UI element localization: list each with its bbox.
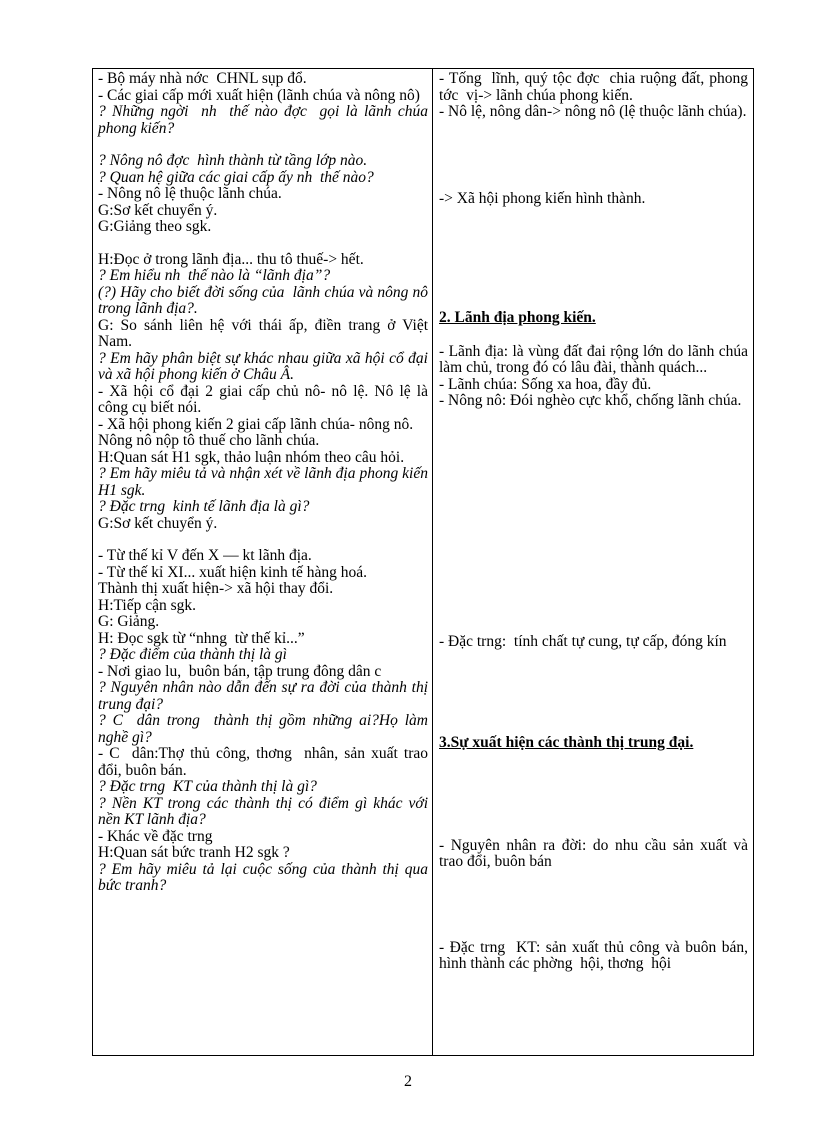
text-line: H:Quan sát bức tranh H2 sgk ? bbox=[98, 844, 290, 861]
question-line: ? Đặc điểm của thành thị là gì bbox=[98, 646, 287, 663]
text-line: H: Đọc sgk từ “nhng từ thế kỉ...” bbox=[98, 629, 305, 647]
text-line: - Nơi giao lu, buôn bán, tập trung đông dân c bbox=[98, 662, 382, 680]
text-line: G:Sơ kết chuyển ý. bbox=[98, 514, 218, 532]
text-line: -> Xã hội phong kiến hình thành. bbox=[439, 189, 646, 207]
question-line: ? Đặc trng kinh tế lãnh địa là gì? bbox=[98, 498, 310, 515]
question-line: ? Quan hệ giữa các giai cấp ấy nh thế nào? bbox=[98, 168, 374, 186]
text-line: H:Tiếp cận sgk. bbox=[98, 596, 197, 614]
question-line: ? Em hãy miêu tả lại cuộc sống của thành thị qua bức tranh? bbox=[98, 860, 432, 894]
text-line: Nông nô nộp tô thuế cho lãnh chúa. bbox=[98, 432, 320, 449]
text-line: H:Đọc ở trong lãnh địa... thu tô thuế-> hết. bbox=[98, 250, 364, 268]
spacer bbox=[98, 532, 428, 548]
section-heading: 3.Sự xuất hiện các thành thị trung đại. bbox=[439, 734, 694, 751]
question-line: ? Những ngời nh thế nào đợc gọi là lãnh chúa phong kiến? bbox=[98, 103, 432, 137]
text-line: - C dân:Thợ thủ công, thơng nhân, sản xuất trao đổi, buôn bán. bbox=[98, 745, 432, 779]
text-line: G:Sơ kết chuyển ý. bbox=[98, 201, 218, 219]
lesson-table bbox=[92, 68, 754, 1056]
text-line: - Từ thế kỉ XI... xuất hiện kinh tế hàng hoá. bbox=[98, 563, 367, 581]
text-line: - Nguyên nhân ra đời: do nhu cầu sản xuất và trao đổi, buôn bán bbox=[439, 836, 752, 870]
text-line: - Xã hội cổ đại 2 giai cấp chủ nô- nô lệ. Nô lệ là công cụ biết nói. bbox=[98, 382, 432, 416]
text-line: - Lãnh chúa: Sống xa hoa, đầy đủ. bbox=[439, 375, 652, 393]
text-line: G:Giảng theo sgk. bbox=[98, 218, 212, 235]
text-line: G: Giảng. bbox=[98, 613, 160, 630]
question-line: ? Nông nô đợc hình thành từ tầng lớp nào. bbox=[98, 152, 368, 169]
spacer bbox=[98, 137, 428, 153]
question-line: (?) Hãy cho biết đời sống của lãnh chúa và nông nô trong lãnh địa?. bbox=[98, 283, 432, 317]
text-line: - Từ thế kỉ V đến X — kt lãnh địa. bbox=[98, 547, 312, 564]
text-line: - Khác về đặc trng bbox=[98, 827, 213, 845]
text-line: - Đặc trng: tính chất tự cung, tự cấp, đóng kín bbox=[439, 632, 727, 650]
text-line: - Xã hội phong kiến 2 giai cấp lãnh chúa- nông nô. bbox=[98, 415, 414, 433]
question-line: ? Em hãy miêu tả và nhận xét về lãnh địa phong kiến H1 sgk. bbox=[98, 465, 432, 499]
page-number: 2 bbox=[404, 1073, 412, 1090]
question-line: ? Em hiểu nh thế nào là “lãnh địa”? bbox=[98, 267, 331, 284]
section-heading: 2. Lãnh địa phong kiến. bbox=[439, 309, 596, 326]
text-line: - Nông nô lệ thuộc lãnh chúa. bbox=[98, 185, 282, 202]
right-column bbox=[433, 69, 753, 1055]
text-line: H:Quan sát H1 sgk, thảo luận nhóm theo câu hỏi. bbox=[98, 448, 405, 466]
text-line: Thành thị xuất hiện-> xã hội thay đổi. bbox=[98, 580, 334, 597]
text-line: - Đặc trng KT: sản xuất thủ công và buôn bán, hình thành các phờng hội, thơng hội bbox=[439, 938, 752, 972]
question-line: ? Nguyên nhân nào dẫn đến sự ra đời của thành thị trung đại? bbox=[98, 679, 432, 713]
text-line: - Các giai cấp mới xuất hiện (lãnh chúa và nông nô) bbox=[98, 86, 420, 104]
text-line: - Tống lĩnh, quý tộc đợc chia ruộng đất, phong tớc vị-> lãnh chúa phong kiến. bbox=[439, 70, 752, 104]
question-line: ? C dân trong thành thị gồm những ai?Họ làm nghề gì? bbox=[98, 712, 432, 746]
text-line: - Lãnh địa: là vùng đất đai rộng lớn do lãnh chúa làm chủ, trong đó có lâu đài, thành quách... bbox=[439, 342, 752, 376]
left-column bbox=[93, 69, 433, 1055]
text-line: G: So sánh liên hệ với thái ấp, điền trang ở Việt Nam. bbox=[98, 316, 432, 350]
spacer bbox=[98, 236, 428, 252]
question-line: ? Nền KT trong các thành thị có điểm gì khác với nền KT lãnh địa? bbox=[98, 794, 432, 828]
text-line: - Nô lệ, nông dân-> nông nô (lệ thuộc lãnh chúa). bbox=[439, 103, 747, 120]
question-line: ? Em hãy phân biệt sự khác nhau giữa xã hội cổ đại và xã hội phong kiến ở Châu Â. bbox=[98, 349, 432, 383]
question-line: ? Đặc trng KT của thành thị là gì? bbox=[98, 778, 317, 795]
text-line: - Nông nô: Đói nghèo cực khổ, chống lãnh chúa. bbox=[439, 392, 742, 409]
text-line: - Bộ máy nhà nớc CHNL sụp đổ. bbox=[98, 70, 307, 87]
